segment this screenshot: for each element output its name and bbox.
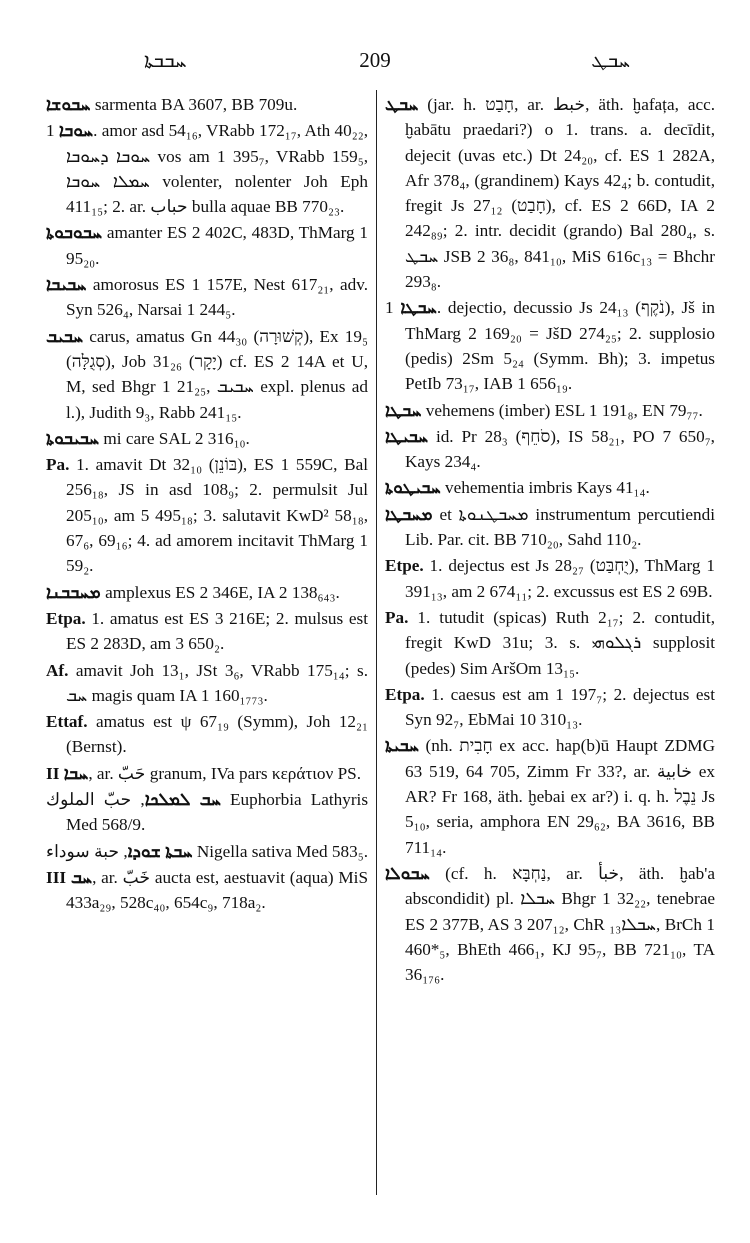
entry-headword: ܚܘܒܐ [58, 121, 94, 141]
dictionary-entry [46, 865, 368, 916]
entry-headword: Pa. [46, 455, 70, 475]
entry-text: amplexus ES 2 346E, IA 2 138₆₄₃. [100, 582, 340, 602]
entry-text: , ar. خَبّ aucta est, aestuavit (aqua) MiS 433a₂₉, 528c₄₀, 654c₉, 718a₂. [66, 867, 369, 913]
entry-text: 1. amor asd 54₁₆, VRabb 172₁₇, Ath 40₂₂, ܚܘܒܐ ܕܚܘܒܐ vos am 1 395₇, VRabb 159₅, ܚܡܠܐ ܚܘܒܐ volenter, nolenter Joh Eph 411₁₅; 2. ar. حباب bulla aquae BB 770₂₃. [46, 121, 368, 217]
entry-headword: ܚܒܝܛܐ [385, 426, 429, 446]
dictionary-entry [385, 398, 715, 423]
right-column [385, 92, 715, 988]
entry-text: 1. dejectio, decussio Js 24₁₃ (נֹקֶף), Jš in ThMarg 2 169₂₀ = JšD 274₂₅; 2. supplosio (pedis) 2Sm 5₂₄ (Symm. Bh); 3. impetus PetIb 73₁₇, IAB 1 656₁₉. [385, 298, 715, 394]
dictionary-entry [385, 295, 715, 396]
entry-text: amanter ES 2 402C, 483D, ThMarg 1 95₂₀. [66, 223, 368, 268]
entry-text: 1. amavit Dt 32₁₀ (בּוֹנֵן), ES 1 559C, Bal 256₁₈, JS in asd 108₉; 2. permulsit Jul 205₁₀, am 5 495₁₈; 3. salutavit KwD² 58₁₈, 67₆, 69₁₆; 4. ad amorem incitavit ThMarg 1 59₂. [66, 455, 368, 576]
dictionary-entry [385, 553, 715, 604]
entry-headword: Ettaf. [46, 712, 88, 732]
page-number: 209 [359, 48, 391, 72]
dictionary-entry [385, 92, 715, 294]
entry-headword: Etpe. [385, 556, 424, 576]
entry-headword: ܡܚܒܛܐ [385, 504, 433, 524]
dictionary-entry [46, 118, 368, 219]
entry-text: , حبّ الملوك Euphorbia Lathyris Med 568/9. [46, 790, 369, 835]
entry-text: carus, amatus Gn 44₃₀ (קְשׁוּרָה), Ex 19₅ (סְגֻלָּה), Job 31₂₆ (יָקָר) cf. ES 2 14A et U, M, sed Bhgr 1 21₂₅, ܚܒܝܒ expl. plenus ad l.), Judith 9₃, Rabb 241₁₅. [66, 326, 369, 422]
entry-headword: ܚܒܝܒܐ [46, 275, 87, 295]
entry-headword: II ܚܒܐ [46, 763, 89, 783]
entry-text: mi care SAL 2 316₁₀. [99, 428, 250, 448]
entry-text: (jar. h. חָבַט, ar. خبط, äth. ḫafața, acc. ḫabātu praedari?) o 1. trans. a. decīdit, dejecit (uvas etc.) Dt 24₂₀, cf. ES 1 282A, Afr 378₄, (grandinem) Kays 42₄; b. contudit, fregit Js 27₁₂ (חָבַט), cf. ES 2 66D, IA 2 242₈₉; 2. intr. decidit (grando) Bal 280₄, s. ܚܒܛ JSB 2 36₈, 841₁₀, MiS 616c₁₃ = Bhchr 293₈. [405, 95, 716, 292]
entry-headword: Etpa. [46, 608, 86, 628]
column-divider [376, 90, 377, 1195]
dictionary-entry [46, 272, 368, 323]
entry-text: 1. tutudit (spicas) Ruth 2₁₇; 2. contudit, fregit KwD 31u; 3. s. ܪܓܠܘܗܝ supplosit (pedes) Sim AršOm 13₁₅. [405, 607, 716, 678]
dictionary-entry [46, 426, 368, 451]
entry-text: id. Pr 28₃ (סֹחֵף), IS 58₂₁, PO 7 650₇, Kays 234₄. [405, 426, 715, 472]
dictionary-entry [46, 761, 368, 786]
entry-headword: Etpa. [385, 684, 425, 704]
dictionary-entry [385, 424, 715, 475]
entry-text: (cf. h. נַחְבָּא, ar. خبأ, äth. ḫab'a abscondidit) pl. ܚܒܠܐ Bhgr 1 32₂₂, tenebrae ES 2 377B, AS 3 207₁₂, ChR ܚܒܠܐ₁₃, BrCh 1 460*₅, BhEth 466₁, KJ 95₇, BB 721₁₀, TA 36₁₇₆. [405, 863, 715, 985]
dictionary-entry [46, 324, 368, 425]
entry-headword: ܚܒܛܐ [385, 400, 422, 420]
entry-headword: ܚܒܛ [385, 95, 419, 114]
entry-text: et ܡܚܒܛܢܘܬܐ instrumentum percutiendi Lib. Par. cit. BB 710₂₀, Sahd 110₂. [405, 504, 716, 550]
right-running-head: ܚܒܛ [591, 48, 630, 72]
entry-text: , حبة سوداء Nigella sativa Med 583₅. [46, 841, 369, 861]
dictionary-entry [385, 861, 715, 987]
left-column [46, 92, 368, 917]
entry-headword: ܚܒܝܒܘܬܐ [46, 428, 100, 448]
entry-text: 1. amatus est ES 3 216E; 2. mulsus est ES 2 283D, am 3 650₂. [66, 608, 368, 654]
dictionary-entry [46, 606, 368, 657]
dictionary-entry [46, 452, 368, 578]
entry-text: 1. caesus est am 1 197₇; 2. dejectus est Syn 92₇, EbMai 10 310₁₃. [405, 684, 715, 730]
entry-text: sarmenta BA 3607, BB 709u. [90, 95, 298, 114]
entry-headword: ܚܒܘܒܘܬܐ [46, 223, 103, 243]
entry-text: amatus est ψ 67₁₉ (Symm), Joh 12₂₁ (Bernst). [66, 712, 368, 757]
entry-headword: Pa. [385, 607, 409, 627]
dictionary-entry [385, 475, 715, 500]
entry-headword: ܡܚܒܒܢܐ [46, 582, 101, 602]
dictionary-entry [385, 502, 715, 553]
entry-headword: Af. [46, 660, 69, 680]
dictionary-entry [46, 787, 368, 838]
entry-headword: ܚܒܝܬܐ [385, 736, 419, 756]
entry-text: amorosus ES 1 157E, Nest 617₂₁, adv. Syn 526₄, Narsai 1 244₅. [66, 275, 368, 320]
dictionary-entry [46, 92, 368, 117]
dictionary-entry [46, 709, 368, 760]
running-header [60, 48, 690, 78]
entry-text: amavit Joh 13₁, JSt 3₆, VRabb 175₁₄; s. ܚܒ magis quam IA 1 160₁₇₇₃. [66, 660, 368, 705]
dictionary-entry [385, 682, 715, 733]
entry-headword: III ܚܒ [46, 867, 93, 887]
entry-headword: ܚܒܝܛܘܬܐ [385, 478, 441, 498]
entry-headword: ܚܒܘܫܐ [46, 95, 91, 114]
entry-headword: ܚܒܝܒ [46, 326, 84, 346]
dictionary-entry [46, 839, 368, 864]
dictionary-entry [46, 220, 368, 271]
left-running-head: ܚܒܒܬܐ [144, 48, 187, 72]
entry-headword: ܚܒܛܐ [400, 298, 437, 318]
entry-text: 1. dejectus est Js 28₂₇ (יֻחְבַּט), ThMarg 1 391₁₃, am 2 674₁₁; 2. excussus est ES 2 69B. [405, 556, 715, 601]
entry-text: vehementia imbris Kays 41₁₄. [440, 478, 650, 498]
entry-headword: ܚܒܬܐ ܫܘܕܐ [127, 841, 193, 861]
entry-headword: ܚܒܘܠܐ [385, 863, 430, 883]
entry-text: (nh. חָבִית ex acc. hap(b)ū Haupt ZDMG 63 519, 64 705, Zimm Fr 33?, ar. خابية ex AR? Fr 168, äth. ḫebai ex ar?) i. q. h. נֵבֶל Js 5₁₀, seria, amphora EN 29₆₂, BA 3616, BB 711₁₄. [405, 736, 716, 857]
entry-text: vehemens (imber) ESL 1 191₈, EN 79₇₇. [421, 400, 703, 420]
dictionary-entry [46, 580, 368, 605]
entry-headword: ܚܒ ܠܡܠܟܐ [144, 790, 221, 810]
dictionary-entry [46, 658, 368, 709]
dictionary-entry [385, 733, 715, 859]
dictionary-entry [385, 605, 715, 681]
entry-text: , ar. حَبّ granum, IVa pars κεράτιον PS. [88, 763, 361, 783]
